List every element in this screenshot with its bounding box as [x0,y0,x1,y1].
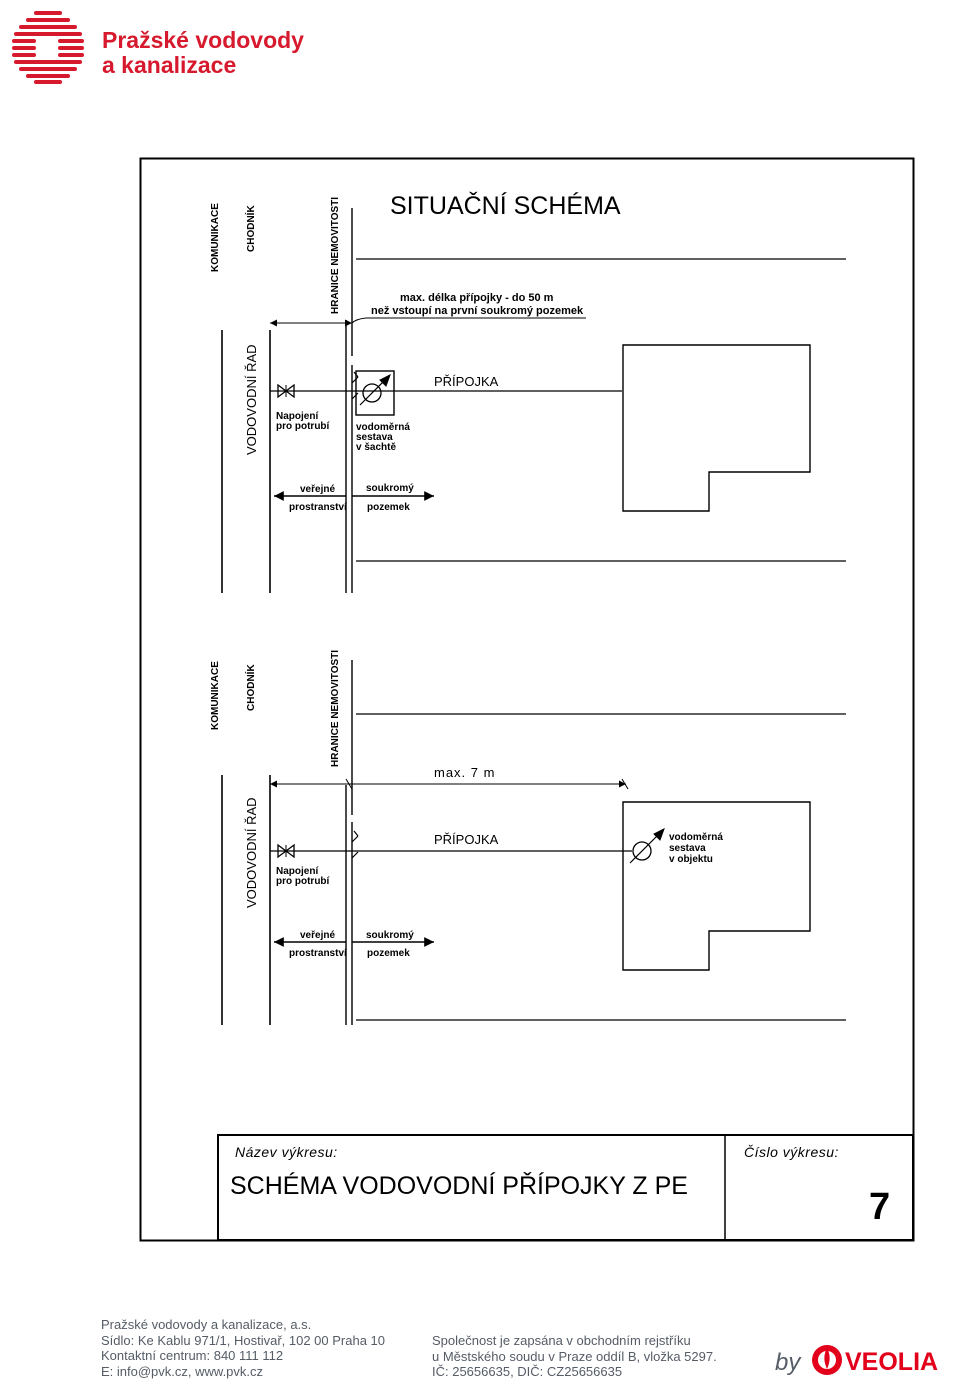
schema-2-chodnik: CHODNÍK [246,664,257,711]
schema-2-komunikace: KOMUNIKACE [210,661,221,730]
footer-registry-2: u Městského soudu v Praze oddíl B, vložka 5297. [432,1348,717,1364]
schema-2-vodomer-3: v objektu [669,854,713,865]
schema-2-max: max. 7 m [434,765,496,780]
veolia-mark-icon [812,1345,842,1375]
schema-1-pripojka: PŘÍPOJKA [434,374,499,389]
schema-2-rad: VODOVODNÍ ŘAD [244,797,259,908]
schema-1-vodomer-3: v šachtě [356,442,397,453]
schema-1-verejne-1: veřejné [300,484,336,495]
schema-2-soukromy-2: pozemek [367,948,410,959]
schema-2-pripojka: PŘÍPOJKA [434,832,499,847]
veolia-by: by [775,1349,801,1376]
veolia-logo [772,1340,952,1380]
schema-2-verejne-1: veřejné [300,930,336,941]
schema-1-chodnik: CHODNÍK [246,205,257,252]
footer-email-web[interactable]: E: info@pvk.cz, www.pvk.cz [101,1364,264,1380]
schema-1-vodomer-2: sestava [356,432,393,443]
footer-company-info [101,1317,385,1380]
title-block [218,1135,913,1240]
logo-line-2: a kanalizace [102,52,237,78]
schema-2-vodomer-1: vodoměrná [669,832,723,843]
footer-registry-1: Společnost je zapsána v obchodním rejstříku [432,1333,691,1348]
schema-1-title: SITUAČNÍ SCHÉMA [390,192,621,220]
schema-2 [222,660,846,1025]
schema-1-verejne-2: prostranství [289,502,347,513]
schema-1-soukromy-1: soukromý [366,483,414,494]
schema-1-note-2: než vstoupí na první soukromý pozemek [371,305,584,317]
schema-2-labels [210,650,723,959]
title-block-name-value: SCHÉMA VODOVODNÍ PŘÍPOJKY Z PE [230,1172,688,1200]
footer-ids: IČ: 25656635, DIČ: CZ25656635 [432,1364,623,1380]
schema-2-verejne-2: prostranství [289,948,347,959]
schema-2-soukromy-1: soukromý [366,930,414,941]
footer-contact: Kontaktní centrum: 840 111 112 [101,1348,284,1364]
schema-1-rad: VODOVODNÍ ŘAD [244,344,259,455]
schema-1-soukromy-2: pozemek [367,502,410,513]
schema-1-vodomer-1: vodoměrná [356,422,410,433]
footer-address: Sídlo: Ke Kablu 971/1, Hostivař, 102 00 Praha 10 [101,1332,386,1348]
schema-2-napojeni-1: Napojení [276,866,319,877]
footer-registry-info [432,1333,717,1380]
schema-2-vodomer-2: sestava [669,843,706,854]
schema-1-napojeni-2: pro potrubí [276,421,330,432]
schema-2-napojeni-2: pro potrubí [276,876,330,887]
logo-line-1: Pražské vodovody [102,27,304,53]
title-block-name-label: Název výkresu: [235,1144,338,1160]
schema-1-labels [210,197,584,513]
veolia-wordmark: VEOLIA [845,1348,939,1376]
schema-1-note-1: max. délka přípojky - do 50 m [400,292,554,304]
title-block-number-label: Číslo výkresu: [744,1144,839,1160]
schema-1-napojeni-1: Napojení [276,411,319,422]
schema-1-hranice: HRANICE NEMOVITOSTI [330,196,341,314]
schema-2-hranice: HRANICE NEMOVITOSTI [330,649,341,767]
schema-1 [222,191,846,593]
title-block-number-value: 7 [869,1186,891,1228]
footer-company: Pražské vodovody a kanalizace, a.s. [101,1317,312,1332]
schema-1-komunikace: KOMUNIKACE [210,203,221,272]
